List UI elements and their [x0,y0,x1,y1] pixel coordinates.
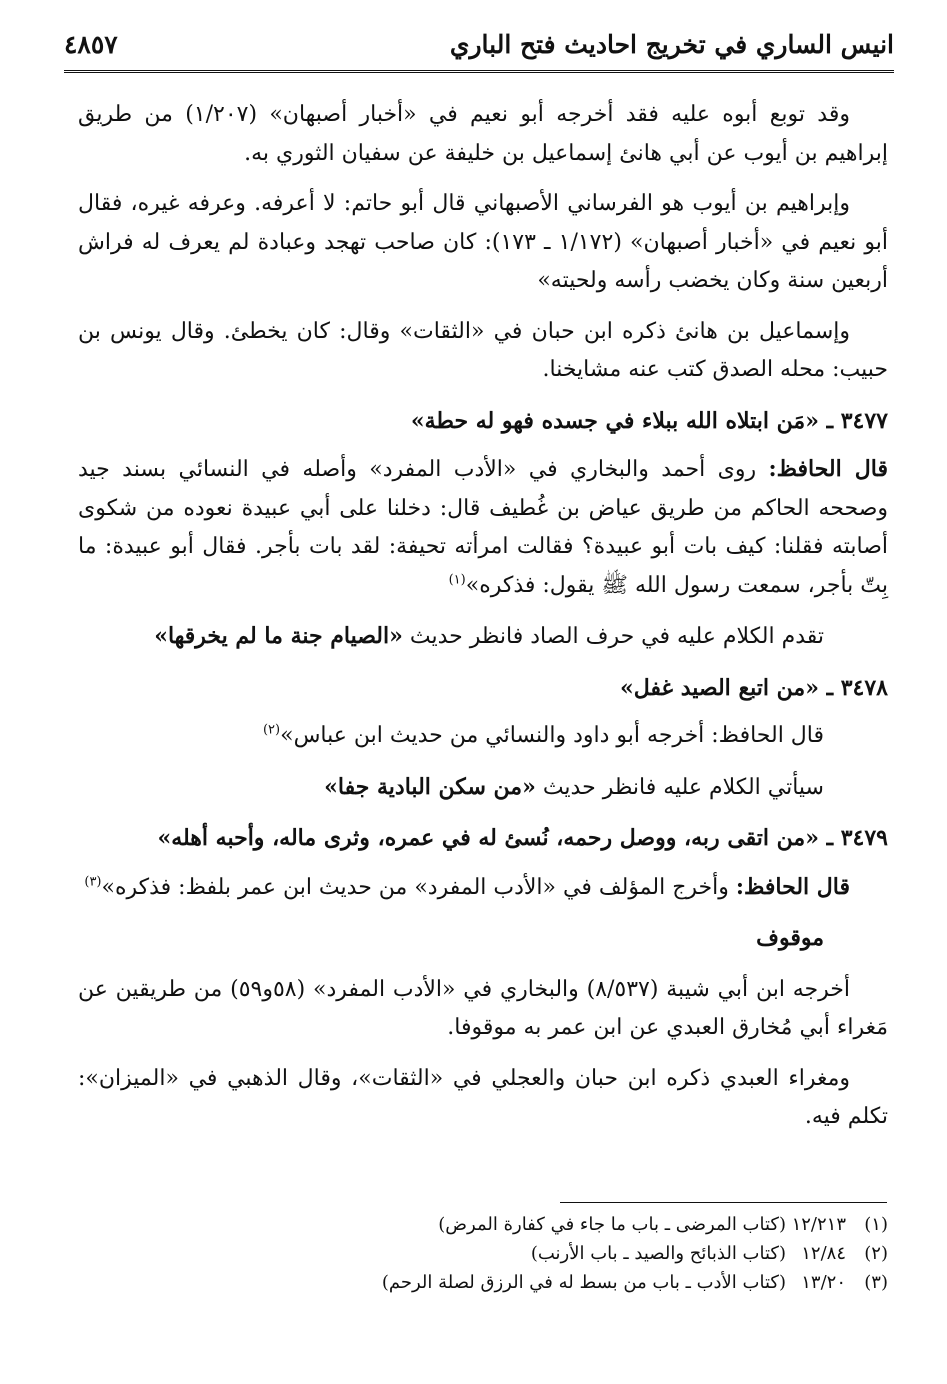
footnote-item [78,1268,888,1297]
paragraph: وقد توبع أبوه عليه فقد أخرجه أبو نعيم في «أخبار أصبهان» (١/٢٠٧) من طريق إبراهيم بن أيوب عن أبي هانئ إسماعيل بن خليفة عن سفيان الثوري به. [78,102,888,166]
footnote-separator [560,1202,887,1203]
paragraph [78,868,888,908]
footnote-ref-volume: ١٣/٢٠ [801,1272,846,1293]
hafiz-label: قال الحافظ: [735,873,850,900]
hadith-reference: «من سكن البادية جفا» [324,773,536,800]
paragraph-text: وأخرج المؤلف في «الأدب المفرد» من حديث ابن عمر بلفظ: فذكره» [101,874,729,900]
paragraph: ومغراء العبدي ذكره ابن حبان والعجلي في «الثقات»، وقال الذهبي في «الميزان»: تكلم فيه. [78,1065,888,1129]
footnote-ref-volume: ١٢/٢١٣ [791,1214,846,1235]
section-heading [78,919,888,959]
paragraph: وإسماعيل بن هانئ ذكره ابن حبان في «الثقات» وقال: كان يخطئ. وقال يونس بن حبيب: محله الصدق كتب عنه مشايخنا. [78,318,888,382]
paragraph-text: قال الحافظ: أخرجه أبو داود والنسائي من حديث ابن عباس» [280,723,824,748]
footnote-number: (٢) [864,1243,888,1264]
running-title: انيس الساري في تخريج احاديث فتح الباري [449,30,894,59]
footnote-ref: (١) [448,572,466,588]
hadith-reference: «الصيام جنة ما لم يخرقها» [154,623,403,649]
paragraph-text: روى أحمد والبخاري في «الأدب المفرد» وأصله في النسائي بسند جيد وصححه الحاكم من طريق عياض بن غُطيف قال: دخلنا على أبي عبيدة نعوده من شكوى أصابته فقلنا: كيف بات أبو عبيدة؟ فقالت امرأته تحيفة: لقد بات بأجر. فقال أبو عبيدة: ما بِتّ بأجر، سمعت رسول الله ﷺ يقول: فذكره» [78,457,888,598]
paragraph-text: تقدم الكلام عليه في حرف الصاد فانظر حديث [409,624,824,649]
hadith-entry-3477: ٣٤٧٧ ـ «مَن ابتلاه الله ببلاء في جسده فهو له حطة» [410,407,888,434]
footnote-text: (كتاب الذبائح والصيد ـ باب الأرنب) [530,1243,786,1264]
hadith-entry-3479: ٣٤٧٩ ـ «من اتقى ربه، ووصل رحمه، نُسئ له في عمره، وثرى ماله، وأحبه أهله» [157,825,888,851]
mawquf-heading: موقوف [756,925,824,951]
paragraph: وإبراهيم بن أيوب هو الفرساني الأصبهاني قال أبو حاتم: لا أعرفه. وعرفه غيره، فقال أبو نعيم في «أخبار أصبهان» (١/١٧٢ ـ ١٧٣): كان صاحب تهجد وعبادة لم يعرف له فراش أربعين سنة وكان يخضب رأسه ولحيته» [78,191,889,293]
footnote-number: (٣) [864,1272,888,1293]
paragraph [78,450,888,605]
footnote-text: (كتاب الأدب ـ باب من بسط له في الرزق لصلة الرحم) [381,1272,786,1293]
page-number: ٤٨٥٧ [64,30,118,59]
footnote-number: (١) [864,1214,888,1235]
page-header [64,22,894,73]
footnote-item [78,1210,888,1239]
page-body [78,96,888,1149]
footnote-item [78,1239,888,1268]
footnote-ref: (٢) [262,722,281,738]
hafiz-label: قال الحافظ: [768,456,889,482]
footnote-text: (كتاب المرضى ـ باب ما جاء في كفارة المرض) [438,1214,786,1235]
paragraph: أخرجه ابن أبي شيبة (٨/٥٣٧) والبخاري في «الأدب المفرد» (٥٨و٥٩) من طريقين عن مَغراء أبي مُخارق العبدي عن ابن عمر به موقوفا. [78,976,888,1040]
footnote-ref: (٣) [84,874,102,890]
hadith-entry-3478: ٣٤٧٨ ـ «من اتبع الصيد غفل» [620,674,888,701]
paragraph [78,617,888,657]
paragraph [78,717,888,756]
footnotes [78,1210,888,1297]
paragraph-text: سيأتي الكلام عليه فانظر حديث [542,774,824,800]
footnote-ref-volume: ١٢/٨٤ [801,1243,846,1264]
paragraph [78,768,888,808]
